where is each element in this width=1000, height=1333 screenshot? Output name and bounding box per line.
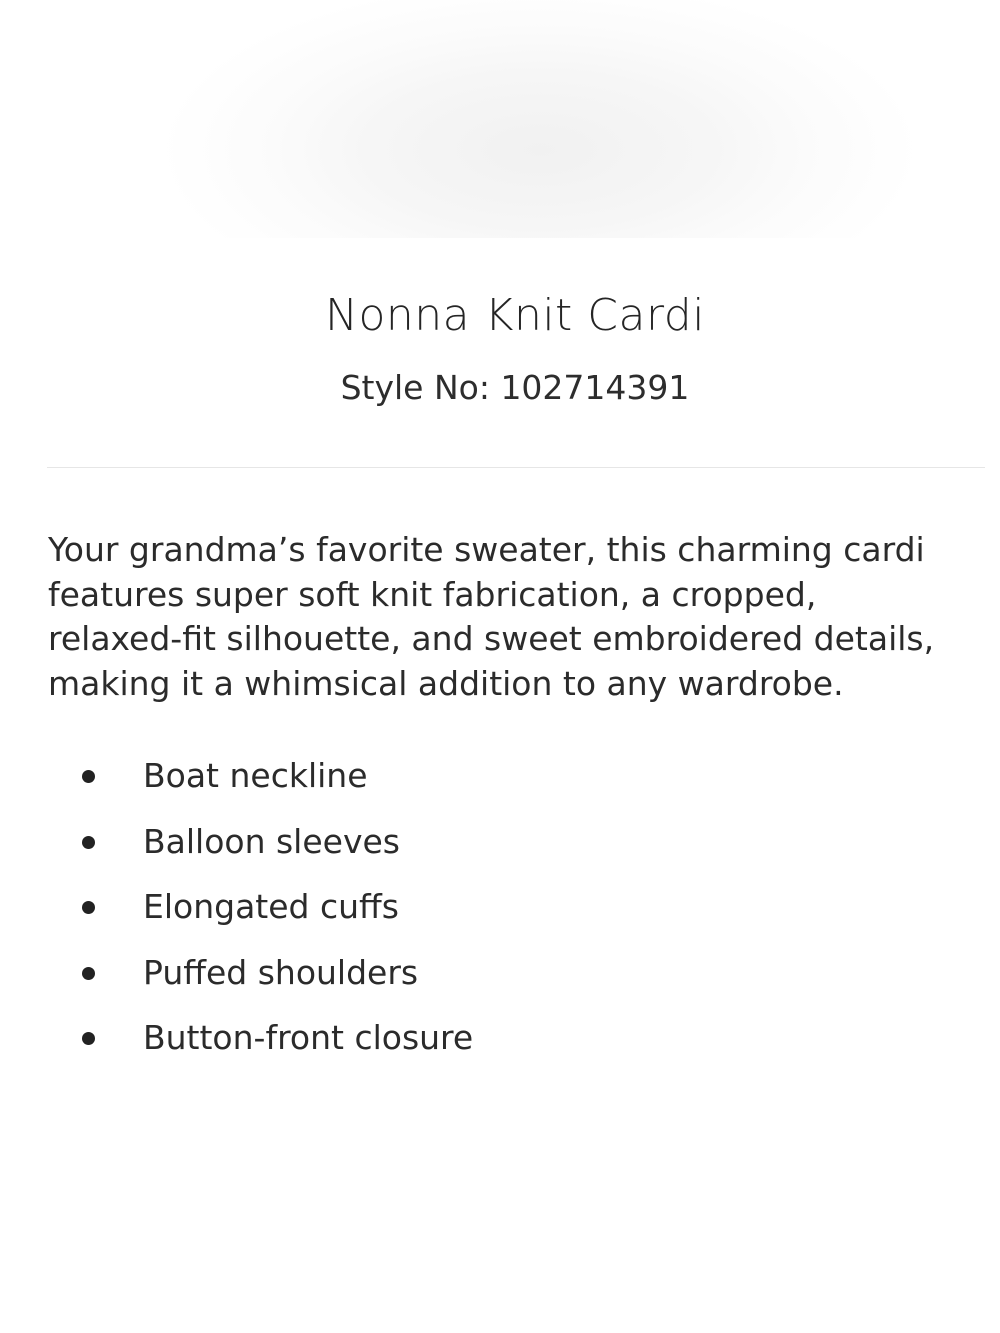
product-image-bottom [0,1094,1000,1333]
product-title: Nonna Knit Cardi [325,290,705,341]
feature-item [0,883,1000,949]
bullet-icon [82,836,95,849]
feature-label: Puffed shoulders [143,952,419,992]
feature-item [0,1014,1000,1080]
bullet-icon [82,770,95,783]
divider [47,467,985,468]
description-line: features super soft knit fabrication, a cropped, [48,574,817,614]
feature-item [0,752,1000,818]
feature-label: Button-front closure [143,1018,474,1057]
feature-label: Elongated cuffs [143,887,399,926]
feature-label: Balloon sleeves [143,821,400,861]
description-line: Your grandma’s favorite sweater, this charming cardi [48,530,925,569]
description-line: relaxed-fit silhouette, and sweet embroidered details, [48,619,935,658]
bullet-icon [82,1032,95,1045]
bullet-icon [82,967,95,980]
feature-label: Boat neckline [143,756,368,795]
feature-item [0,818,1000,884]
feature-item [0,949,1000,1015]
bullet-icon [82,901,95,914]
description-line: making it a whimsical addition to any wardrobe. [48,663,844,703]
style-number: Style No: 102714391 [340,368,690,407]
feature-list [0,752,1000,1080]
product-image-top [0,0,1000,238]
product-description [48,528,983,706]
